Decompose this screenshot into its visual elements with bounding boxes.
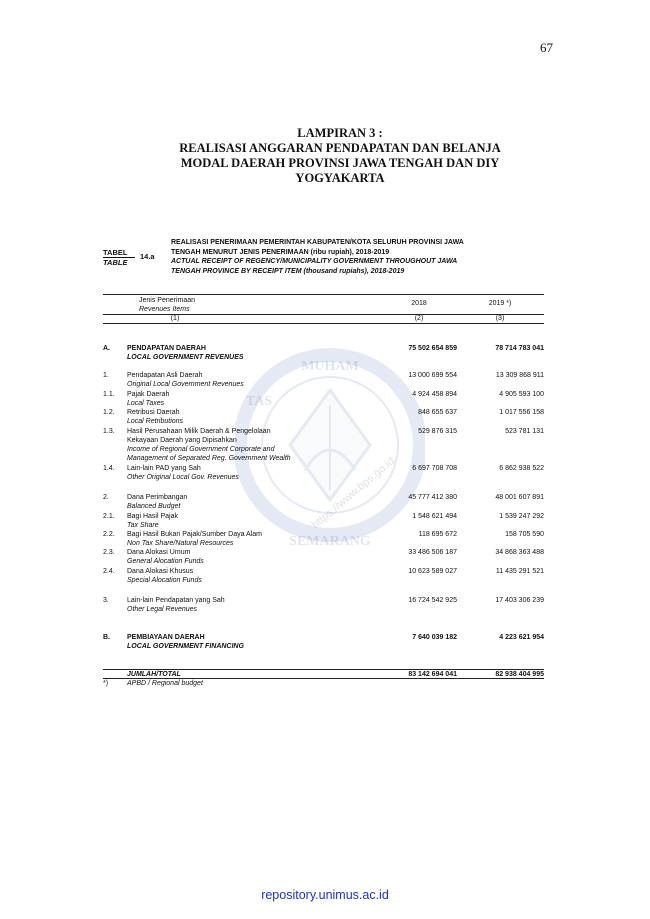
row-label bbox=[127, 371, 342, 389]
table-title-en-2: TENGAH PROVINCE BY RECEIPT ITEM (thousand rupiahs), 2018-2019 bbox=[171, 267, 405, 275]
row-number: 1.2. bbox=[103, 409, 115, 416]
row-number: B. bbox=[103, 634, 110, 641]
value-2018: 45 777 412 380 bbox=[408, 494, 457, 501]
row-number: 2. bbox=[103, 494, 109, 501]
row-number: A. bbox=[103, 345, 110, 352]
column-header-2019: 2019 *) bbox=[488, 300, 512, 307]
row-label bbox=[127, 512, 342, 530]
row-label-en: General Alocation Funds bbox=[127, 558, 204, 565]
row-number: 2.1. bbox=[103, 513, 115, 520]
watermark-text-left: TAS bbox=[245, 394, 273, 409]
row-label bbox=[127, 567, 342, 585]
appendix-heading-line-3: MODAL DAERAH PROVINSI JAWA TENGAH DAN DIY bbox=[180, 156, 500, 170]
value-2018: 118 695 672 bbox=[418, 531, 457, 538]
row-number: 1. bbox=[103, 372, 109, 379]
table-title bbox=[171, 238, 546, 276]
watermark-text-bottom: SEMARANG bbox=[289, 534, 371, 549]
footnote-text: APBD / Regional budget bbox=[127, 680, 203, 687]
value-2019: 13 309 868 911 bbox=[495, 372, 544, 379]
value-2019: 1 539 247 292 bbox=[499, 513, 544, 520]
row-label bbox=[127, 493, 342, 511]
row-label bbox=[127, 390, 342, 408]
row-label-id: Bagi Hasil Bukan Pajak/Sumber Daya Alam bbox=[127, 531, 263, 538]
row-number: 1.4. bbox=[103, 465, 115, 472]
value-2019: 17 403 306 239 bbox=[495, 597, 544, 604]
watermark-text-top: MUHAM bbox=[301, 359, 359, 374]
value-2018: 10 623 589 027 bbox=[408, 568, 457, 575]
row-number: 2.2. bbox=[103, 531, 115, 538]
value-2019: 4 905 593 100 bbox=[499, 391, 544, 398]
row-label-id: PEMBIAYAAN DAERAH bbox=[127, 634, 205, 641]
table-label-en: TABLE bbox=[103, 258, 128, 267]
value-2019: 6 862 938 522 bbox=[499, 465, 544, 472]
table-title-id-1: REALISASI PENERIMAAN PEMERINTAH KABUPATEN/KOTA SELURUH PROVINSI JAWA bbox=[171, 239, 464, 246]
row-label-en: LOCAL GOVERNMENT FINANCING bbox=[127, 643, 244, 650]
row-number: 1.3. bbox=[103, 428, 115, 435]
value-2019: 1 017 556 158 bbox=[499, 409, 544, 416]
row-label-id: Dana Perimbangan bbox=[127, 494, 188, 501]
appendix-heading-line-2: REALISASI ANGGARAN PENDAPATAN DAN BELANJA bbox=[179, 141, 501, 155]
value-2018: 529 876 315 bbox=[418, 428, 457, 435]
page-number: 67 bbox=[540, 40, 553, 55]
row-label-en: Balanced Budget bbox=[127, 503, 181, 510]
value-2019: 4 223 621 954 bbox=[499, 634, 544, 641]
repository-link[interactable]: repository.unimus.ac.id bbox=[261, 888, 389, 902]
column-number-2: (2) bbox=[414, 315, 424, 322]
value-2018: 13 000 699 554 bbox=[408, 372, 457, 379]
row-label-id: Dana Alokasi Umum bbox=[127, 549, 191, 556]
row-label-en: Income of Regional Government Corporate and bbox=[127, 446, 275, 453]
row-label bbox=[127, 596, 342, 614]
row-label-id: Dana Alokasi Khusus bbox=[127, 568, 194, 575]
row-label bbox=[127, 344, 342, 362]
row-label-id: Pendapatan Asli Daerah bbox=[127, 372, 203, 379]
value-2019: 11 435 291 521 bbox=[495, 568, 544, 575]
row-label-en: LOCAL GOVERNMENT REVENUES bbox=[127, 354, 244, 361]
column-header-jenis bbox=[139, 296, 195, 314]
value-2019: 78 714 783 041 bbox=[495, 345, 544, 352]
row-label-en: Local Taxes bbox=[127, 400, 165, 407]
row-label-en: Non Tax Share/Natural Resources bbox=[127, 540, 234, 547]
table-label-id: TABEL bbox=[103, 248, 135, 258]
table-label bbox=[103, 248, 135, 267]
row-label bbox=[127, 548, 342, 566]
row-label-en: Special Alocation Funds bbox=[127, 577, 202, 584]
value-2019: 158 705 590 bbox=[505, 531, 544, 538]
row-label bbox=[127, 464, 342, 482]
row-number: 2.4. bbox=[103, 568, 115, 575]
row-label-total: JUMLAH/TOTAL bbox=[127, 671, 181, 678]
appendix-heading-line-4: YOGYAKARTA bbox=[295, 171, 385, 185]
row-label-en: Original Local Government Revenues bbox=[127, 381, 244, 388]
watermark-url: https://www.bps.go.id bbox=[309, 455, 398, 532]
row-label-en: Other Original Local Gov. Revenues bbox=[127, 474, 239, 481]
value-2018: 16 724 542 925 bbox=[408, 597, 457, 604]
table-top-rule bbox=[103, 294, 544, 295]
value-2018: 1 548 621 494 bbox=[412, 513, 457, 520]
row-number: 3. bbox=[103, 597, 109, 604]
value-2019: 82 938 404 995 bbox=[495, 671, 544, 678]
row-number: 2.3. bbox=[103, 549, 115, 556]
appendix-heading-line-1: LAMPIRAN 3 : bbox=[297, 126, 383, 140]
row-label-id-cont: Kekayaan Daerah yang Dipisahkan bbox=[127, 437, 237, 444]
value-2018: 75 502 654 859 bbox=[408, 345, 457, 352]
column-header-jenis-en: Revenues Items bbox=[139, 306, 190, 313]
row-label-id: Lain-lain PAD yang Sah bbox=[127, 465, 201, 472]
table-title-en-1: ACTUAL RECEIPT OF REGENCY/MUNICIPALITY GOVERNMENT THROUGHOUT JAWA bbox=[171, 258, 458, 265]
value-2019: 523 781 131 bbox=[505, 428, 544, 435]
column-number-rule bbox=[103, 323, 544, 324]
column-header-2018: 2018 bbox=[411, 300, 427, 307]
row-label-en: Local Retributions bbox=[127, 418, 184, 425]
row-label-id: Pajak Daerah bbox=[127, 391, 170, 398]
row-label-id: Bagi Hasil Pajak bbox=[127, 513, 178, 520]
row-label-id: Hasil Perusahaan Milik Daerah & Pengelolaan bbox=[127, 428, 271, 435]
column-header-jenis-id: Jenis Penerimaan bbox=[139, 297, 196, 304]
value-2018: 6 697 708 708 bbox=[412, 465, 457, 472]
row-label bbox=[127, 408, 342, 426]
row-label bbox=[127, 633, 342, 651]
row-label-id: PENDAPATAN DAERAH bbox=[127, 345, 206, 352]
row-number: 1.1. bbox=[103, 391, 115, 398]
value-2018: 4 924 458 894 bbox=[412, 391, 457, 398]
column-number-1: (1) bbox=[170, 315, 180, 322]
table-title-id-2: TENGAH MENURUT JENIS PENERIMAAN (ribu rupiah), 2018-2019 bbox=[171, 248, 390, 256]
total-bottom-rule bbox=[103, 678, 544, 679]
value-2018: 33 486 506 187 bbox=[408, 549, 457, 556]
row-label-en-cont: Management of Separated Reg. Government Wealth bbox=[127, 455, 291, 462]
value-2018: 83 142 694 041 bbox=[408, 671, 457, 678]
value-2018: 848 655 637 bbox=[418, 409, 457, 416]
value-2019: 48 001 607 891 bbox=[495, 494, 544, 501]
value-2019: 34 868 363 488 bbox=[495, 549, 544, 556]
column-number-3: (3) bbox=[495, 315, 505, 322]
footnote-mark: *) bbox=[103, 680, 109, 687]
row-label bbox=[127, 530, 342, 548]
table-number: 14.a bbox=[140, 252, 155, 261]
value-2018: 7 640 039 182 bbox=[412, 634, 457, 641]
row-label-id: Lain-lain Pendapatan yang Sah bbox=[127, 597, 225, 604]
row-label-id: Retribusi Daerah bbox=[127, 409, 180, 416]
row-label-en: Other Legal Revenues bbox=[127, 606, 198, 613]
row-label bbox=[127, 427, 342, 463]
row-label-en: Tax Share bbox=[127, 522, 159, 529]
